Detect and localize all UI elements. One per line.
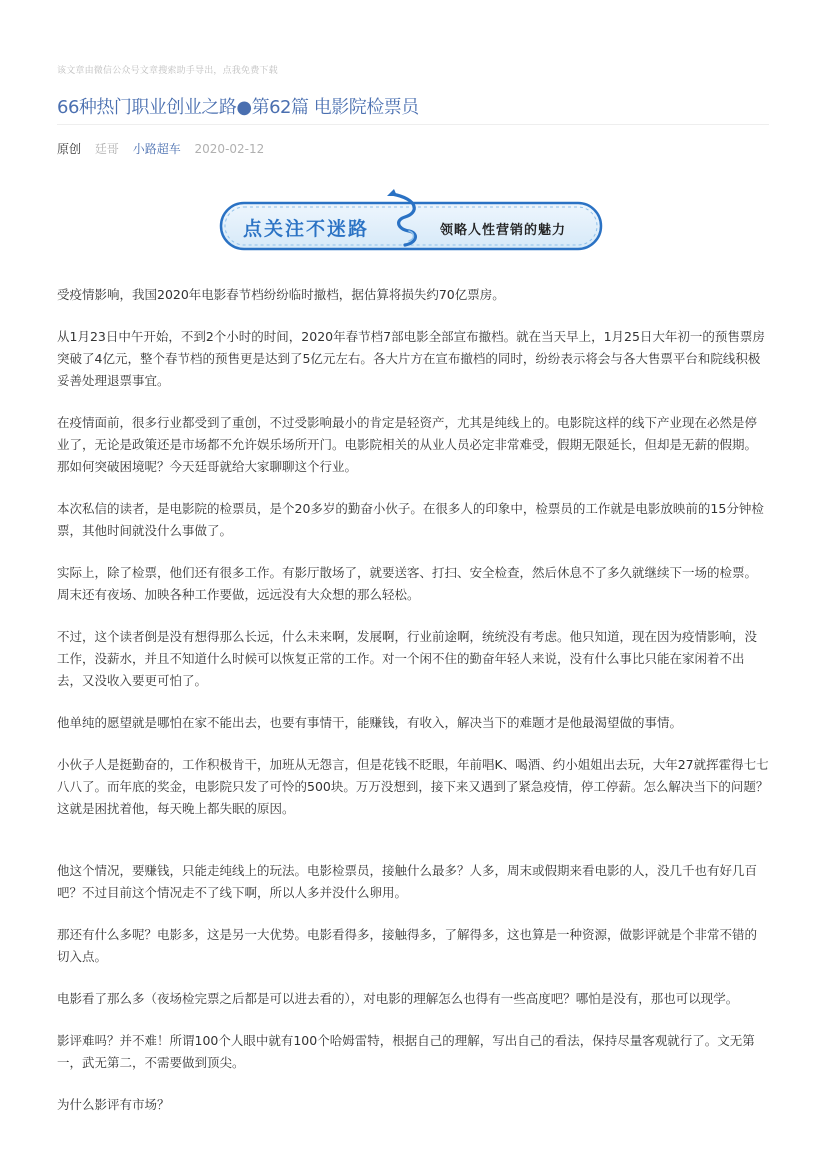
paragraph: 本次私信的读者，是电影院的检票员，是个20多岁的勤奋小伙子。在很多人的印象中，检票员的工作就是电影放映前的15分钟检票，其他时间就没什么事做了。 bbox=[57, 501, 764, 538]
article-body bbox=[57, 284, 769, 1136]
paragraph: 受疫情影响，我国2020年电影春节档纷纷临时撤档，据估算将损失约70亿票房。 bbox=[57, 287, 505, 302]
paragraph: 他这个情况，要赚钱，只能走纯线上的玩法。电影检票员，接触什么最多？人多，周末或假期来看电影的人，没几千也有好几百吧？不过目前这个情况走不了线下啊，所以人多并没什么卵用。 bbox=[57, 863, 758, 900]
paragraph: 那还有什么多呢？电影多，这是另一大优势。电影看得多，接触得多，了解得多，这也算是一种资源，做影评就是个非常不错的切入点。 bbox=[57, 927, 758, 964]
paragraph: 在疫情面前，很多行业都受到了重创，不过受影响最小的肯定是轻资产，尤其是纯线上的。电影院这样的线下产业现在必然是停业了，无论是政策还是市场都不允许娱乐场所开门。电影院相关的从业人员必定非常难受，假期无限延长，但却是无薪的假期。那如何突破困境呢？今天廷哥就给大家聊聊这个行业。 bbox=[57, 415, 758, 474]
paragraph: 小伙子人是挺勤奋的，工作积极肯干，加班从无怨言，但是花钱不眨眼，年前唱K、喝酒、约小姐姐出去玩，大年27就挥霍得七七八八了。而年底的奖金，电影院只发了可怜的500块。万万没想到，接下来又遇到了紧急疫情，停工停薪。怎么解决当下的问题？这就是困扰着他，每天晚上都失眠的原因。 bbox=[57, 757, 769, 816]
paragraph: 他单纯的愿望就是哪怕在家不能出去，也要有事情干，能赚钱，有收入，解决当下的难题才是他最渴望做的事情。 bbox=[57, 715, 683, 730]
paragraph: 实际上，除了检票，他们还有很多工作。有影厅散场了，就要送客、打扫、安全检查，然后休息不了多久就继续下一场的检票。周末还有夜场、加映各种工作要做，远远没有大众想的那么轻松。 bbox=[57, 565, 758, 602]
paragraph: 为什么影评有市场？ bbox=[57, 1097, 170, 1112]
account-name-link[interactable]: 小路超车 bbox=[132, 142, 181, 156]
banner-tagline: 领略人性营销的魅力 bbox=[440, 223, 567, 238]
paragraph: 不过，这个读者倒是没有想得那么长远，什么未来啊，发展啊，行业前途啊，统统没有考虑。他只知道，现在因为疫情影响，没工作，没薪水，并且不知道什么时候可以恢复正常的工作。对一个闲不住的勤奋年轻人来说，没有什么事比只能在家闲着不出去，又没收入要更可怕了。 bbox=[57, 629, 758, 688]
article-meta bbox=[57, 140, 274, 157]
title-divider bbox=[57, 124, 769, 125]
paragraph: 影评难吗？并不难！所谓100个人眼中就有100个哈姆雷特，根据自己的理解，写出自己的看法，保持尽量客观就行了。文无第一，武无第二，不需要做到顶尖。 bbox=[57, 1033, 755, 1070]
paragraph: 电影看了那么多（夜场检完票之后都是可以进去看的），对电影的理解怎么也得有一些高度吧？哪怕是没有，那也可以现学。 bbox=[57, 991, 739, 1006]
follow-banner bbox=[219, 187, 603, 253]
author-name: 廷哥 bbox=[94, 142, 119, 156]
publish-date: 2020-02-12 bbox=[194, 142, 265, 156]
original-tag: 原创 bbox=[57, 142, 82, 156]
export-notice-link[interactable]: 该文章由微信公众号文章搜索助手导出，点我免费下载 bbox=[57, 66, 278, 76]
paragraph: 从1月23日中午开始，不到2个小时的时间，2020年春节档7部电影全部宣布撤档。就在当天早上，1月25日大年初一的预售票房突破了4亿元，整个春节档的预售更是达到了5亿元左右。各大片方在宣布撤档的同时，纷纷表示将会与各大售票平台和院线积极妥善处理退票事宜。 bbox=[57, 329, 765, 388]
article-title: 66种热门职业创业之路●第62篇 电影院检票员 bbox=[57, 97, 419, 118]
follow-slogan: 点关注不迷路 bbox=[243, 218, 370, 240]
